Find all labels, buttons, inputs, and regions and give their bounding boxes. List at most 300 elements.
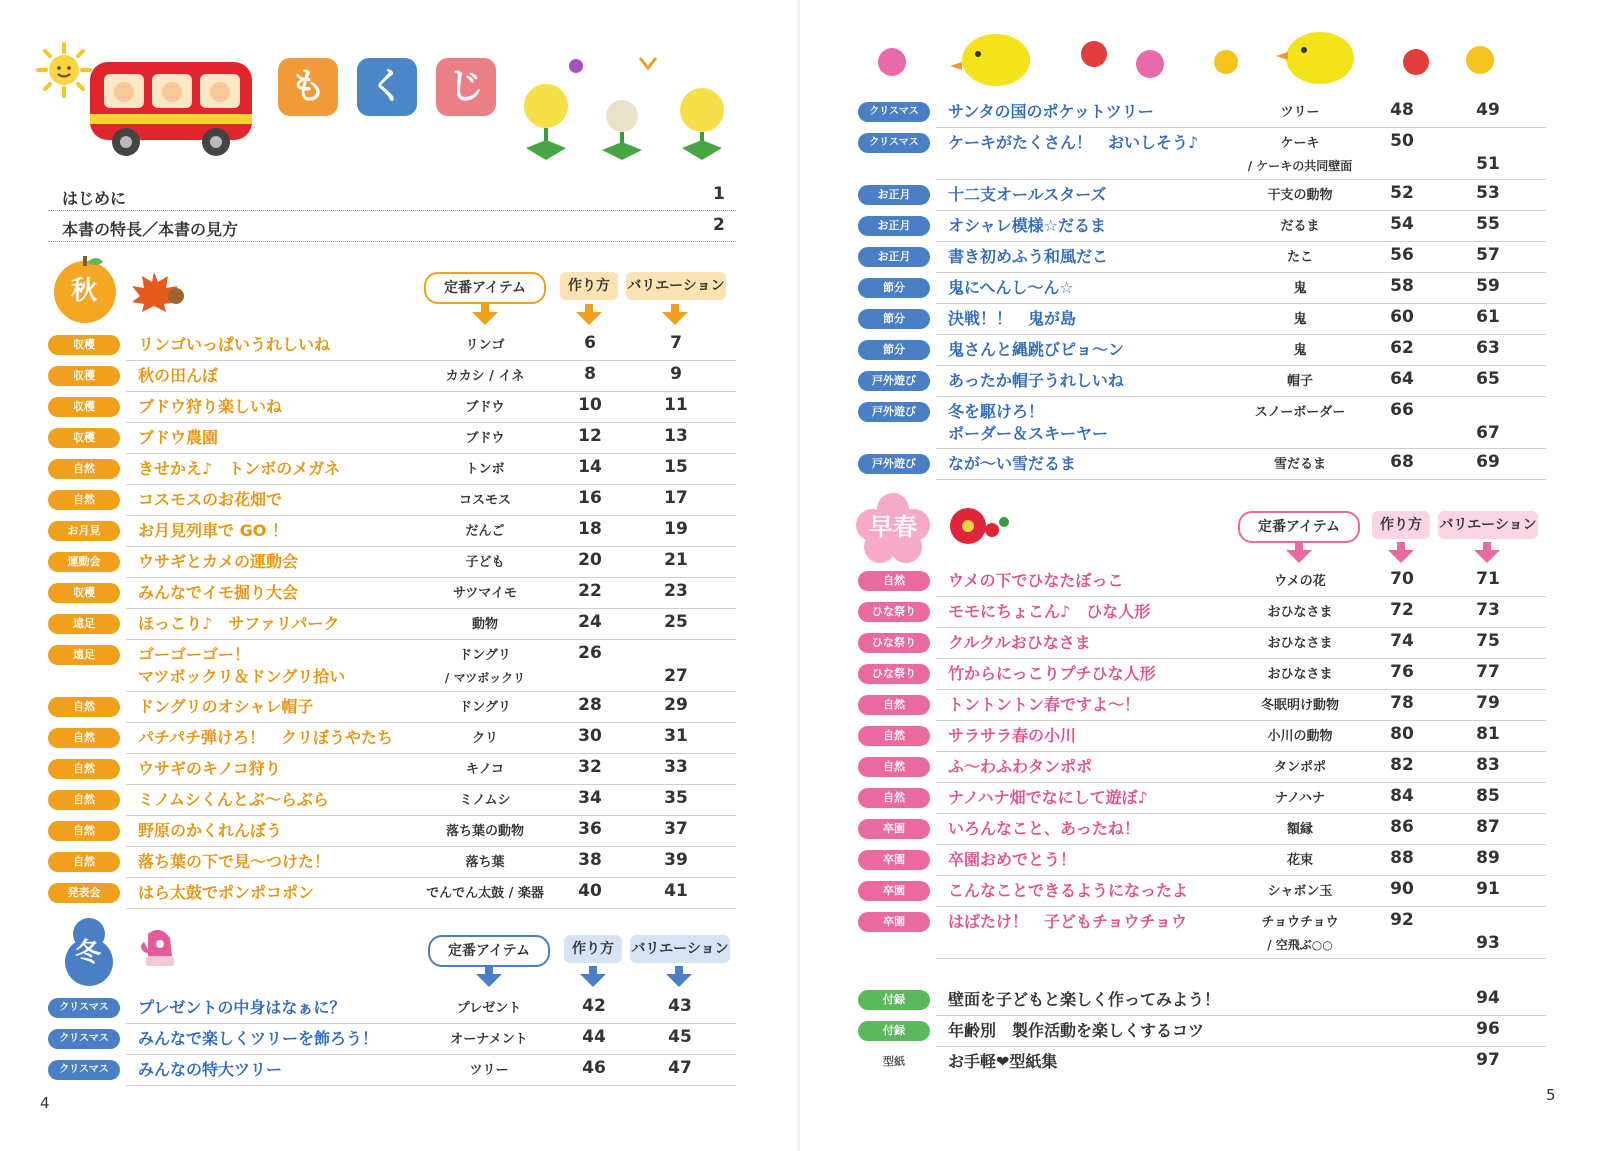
- variation-page: 23: [664, 581, 688, 601]
- how-to-page: 10: [578, 395, 602, 415]
- variation-page: 63: [1476, 338, 1500, 358]
- toc-entry-title: ミノムシくんとぶ～らぶら: [138, 790, 329, 809]
- how-to-page: 66: [1390, 400, 1414, 420]
- col-header-item: 定番アイテム: [1238, 511, 1360, 543]
- toc-row[interactable]: [858, 597, 1546, 628]
- bus-icon: [86, 58, 256, 166]
- how-to-page: 26: [578, 643, 602, 663]
- category-badge: 収穫: [48, 428, 120, 448]
- standard-item: キノコ: [465, 762, 505, 777]
- category-badge: お正月: [858, 216, 930, 236]
- variation-page: 59: [1476, 276, 1500, 296]
- toc-entry-title: 鬼にへんし～ん☆: [948, 278, 1074, 297]
- toc-row[interactable]: [48, 423, 736, 454]
- toc-entry-title-line2: ボーダー＆スキーヤー: [948, 424, 1109, 443]
- standard-item: チョウチョウ: [1261, 915, 1339, 930]
- how-to-page: 30: [578, 726, 602, 746]
- row-divider: [126, 1085, 736, 1086]
- title-char-mo: も: [278, 58, 338, 116]
- arrow-down-icon: [470, 304, 500, 326]
- standard-item: 鬼: [1293, 312, 1307, 327]
- title-char-ku: く: [357, 58, 417, 116]
- toc-row[interactable]: [48, 485, 736, 516]
- toc-page: 94: [1476, 988, 1500, 1008]
- standard-item: シャボン玉: [1267, 884, 1333, 899]
- toc-row[interactable]: [48, 754, 736, 785]
- variation-page: 39: [664, 850, 688, 870]
- toc-entry-title: はら太鼓でポンポコポン: [138, 883, 315, 902]
- toc-entry-title: 野原のかくれんぼう: [138, 821, 283, 840]
- toc-row[interactable]: [858, 783, 1546, 814]
- variation-page: 49: [1476, 100, 1500, 120]
- how-to-page: 42: [582, 996, 606, 1016]
- toc-row[interactable]: [48, 723, 736, 754]
- toc-entry-title: 落ち葉の下で見～つけた！: [138, 852, 331, 871]
- col-header-how: 作り方: [564, 935, 622, 963]
- toc-entry-title: お手軽❤型紙集: [948, 1052, 1058, 1071]
- variation-page: 81: [1476, 724, 1500, 744]
- standard-item: カカシ / イネ: [445, 369, 525, 384]
- toc-entry-title: サンタの国のポケットツリー: [948, 102, 1154, 121]
- toc-entry-title: ドングリのオシャレ帽子: [138, 697, 314, 716]
- arrow-down-icon: [1472, 542, 1502, 564]
- toc-title: はじめに: [62, 189, 127, 208]
- toc-entry-title: モモにちょこん♪ ひな人形: [948, 602, 1151, 621]
- variation-page: 7: [670, 333, 682, 353]
- category-badge: 遠足: [48, 645, 120, 665]
- toc-page: 97: [1476, 1050, 1500, 1070]
- category-badge: 節分: [858, 340, 930, 360]
- arrow-down-icon: [578, 966, 608, 988]
- variation-page: 71: [1476, 569, 1500, 589]
- how-to-page: 44: [582, 1027, 606, 1047]
- category-badge: 自然: [858, 757, 930, 777]
- variation-page: 79: [1476, 693, 1500, 713]
- toc-entry-title: 鬼さんと縄跳びピョ～ン: [948, 340, 1125, 359]
- standard-item: 落ち葉: [465, 855, 505, 870]
- col-header-item: 定番アイテム: [424, 272, 546, 304]
- toc-entry-title: 書き初めふう和風だこ: [948, 247, 1109, 266]
- category-badge: ひな祭り: [858, 633, 930, 653]
- how-to-page: 24: [578, 612, 602, 632]
- how-to-page: 8: [584, 364, 596, 384]
- season-label-spring: 早春: [869, 513, 917, 541]
- how-to-page: 90: [1390, 879, 1414, 899]
- toc-row[interactable]: [858, 628, 1546, 659]
- toc-row[interactable]: [858, 211, 1546, 242]
- category-badge: 戸外遊び: [858, 402, 930, 422]
- standard-item: ナノハナ: [1274, 791, 1326, 806]
- toc-entry-title: リンゴいっぱいうれしいね: [138, 335, 331, 354]
- toc-row-appendix[interactable]: [858, 1047, 1546, 1078]
- variation-page: 9: [670, 364, 682, 384]
- toc-entry-title: なが～い雪だるま: [948, 454, 1077, 473]
- variation-page: 55: [1476, 214, 1500, 234]
- category-badge: お正月: [858, 247, 930, 267]
- standard-item: トンボ: [465, 462, 505, 477]
- standard-item: サツマイモ: [453, 586, 517, 601]
- category-badge: 自然: [858, 571, 930, 591]
- toc-entry-title: はばたけ！ 子どもチョウチョウ: [948, 912, 1188, 931]
- variation-page: 13: [664, 426, 688, 446]
- toc-row[interactable]: [48, 516, 736, 547]
- toc-entry-title: ブドウ狩り楽しいね: [138, 397, 283, 416]
- variation-page: 31: [664, 726, 688, 746]
- toc-row[interactable]: [858, 690, 1546, 721]
- toc-entry-title: お月見列車で GO ！: [138, 521, 288, 540]
- category-badge: 卒園: [858, 881, 930, 901]
- arrow-down-icon: [1386, 542, 1416, 564]
- toc-row-appendix[interactable]: [858, 985, 1546, 1016]
- standard-item: 落ち葉の動物: [445, 824, 524, 839]
- variation-page: 61: [1476, 307, 1500, 327]
- category-badge: 自然: [48, 697, 120, 717]
- category-badge: クリスマス: [858, 133, 930, 153]
- category-badge: ひな祭り: [858, 664, 930, 684]
- toc-entry-title-line2: マツボックリ＆ドングリ拾い: [138, 667, 346, 686]
- how-to-page: 84: [1390, 786, 1414, 806]
- toc-row[interactable]: [48, 547, 736, 578]
- category-badge: 自然: [48, 728, 120, 748]
- how-to-page: 76: [1390, 662, 1414, 682]
- variation-page: 41: [664, 881, 688, 901]
- category-badge: 自然: [858, 726, 930, 746]
- toc-row[interactable]: [48, 578, 736, 609]
- category-badge: 付録: [858, 990, 930, 1010]
- category-badge: 自然: [48, 790, 120, 810]
- category-badge: 収穫: [48, 397, 120, 417]
- col-header-how: 作り方: [560, 272, 618, 300]
- toc-row-appendix[interactable]: [858, 1016, 1546, 1047]
- toc-entry-title: ウサギのキノコ狩り: [138, 759, 281, 778]
- standard-item: 雪だるま: [1273, 457, 1326, 472]
- category-badge: 戸外遊び: [858, 454, 930, 474]
- toc-entry-title: ウメの下でひなたぼっこ: [948, 571, 1124, 590]
- toc-entry-title: ケーキがたくさん！ おいしそう♪: [948, 133, 1199, 152]
- toc-row[interactable]: [858, 814, 1546, 845]
- toc-entry-title: 年齢別 製作活動を楽しくするコツ: [948, 1021, 1205, 1040]
- category-badge: 収穫: [48, 583, 120, 603]
- how-to-page: 18: [578, 519, 602, 539]
- toc-row[interactable]: [48, 847, 736, 878]
- toc-title: 本書の特長／本書の見方: [62, 220, 239, 239]
- standard-item: 鬼: [1293, 281, 1307, 296]
- how-to-page: 60: [1390, 307, 1414, 327]
- toc-entry-title: サラサラ春の小川: [948, 726, 1077, 745]
- how-to-page: 80: [1390, 724, 1414, 744]
- how-to-page: 68: [1390, 452, 1414, 472]
- standard-item: ツリー: [469, 1063, 509, 1078]
- category-badge: 自然: [48, 459, 120, 479]
- how-to-page: 86: [1390, 817, 1414, 837]
- toc-row[interactable]: [48, 330, 736, 361]
- toc-entry-title: 卒園おめでとう！: [948, 850, 1077, 869]
- category-badge: 付録: [858, 1021, 930, 1041]
- toc-entry-title: 竹からにっこりプチひな人形: [948, 664, 1156, 683]
- toc-row[interactable]: [48, 816, 736, 847]
- how-to-page: 40: [578, 881, 602, 901]
- how-to-page: 34: [578, 788, 602, 808]
- standard-item: ブドウ: [465, 400, 505, 415]
- toc-entry-title: 秋の田んぼ: [138, 366, 219, 385]
- toc-entry-title: 十二支オールスターズ: [948, 185, 1107, 204]
- how-to-page: 6: [584, 333, 596, 353]
- variation-page: 51: [1476, 154, 1500, 174]
- how-to-page: 50: [1390, 131, 1414, 151]
- toc-entry-title: みんなでイモ掘り大会: [138, 583, 299, 602]
- toc-entry-title: オシャレ模様☆だるま: [948, 216, 1107, 235]
- variation-page: 53: [1476, 183, 1500, 203]
- toc-row[interactable]: [858, 659, 1546, 690]
- toc-entry-title: こんなことできるようになったよ: [948, 881, 1189, 900]
- variation-page: 17: [664, 488, 688, 508]
- variation-page: 65: [1476, 369, 1500, 389]
- variation-page: 93: [1476, 933, 1500, 953]
- arrow-down-icon: [574, 304, 604, 326]
- toc-entry-title: クルクルおひなさま: [948, 633, 1091, 652]
- toc-row[interactable]: [858, 449, 1546, 480]
- toc-entry-title: 決戦！！ 鬼が島: [948, 309, 1077, 328]
- category-badge: ひな祭り: [858, 602, 930, 622]
- standard-item: 花束: [1286, 853, 1313, 868]
- category-badge: 自然: [48, 490, 120, 510]
- variation-page: 73: [1476, 600, 1500, 620]
- toc-entry-title: ゴーゴーゴー！: [138, 645, 251, 664]
- variation-page: 19: [664, 519, 688, 539]
- category-badge: 卒園: [858, 912, 930, 932]
- standard-item: だるま: [1280, 219, 1320, 234]
- standard-item: コスモス: [458, 493, 511, 508]
- toc-row[interactable]: [48, 878, 736, 909]
- standard-item: 干支の動物: [1267, 188, 1333, 203]
- variation-page: 27: [664, 666, 688, 686]
- how-to-page: 62: [1390, 338, 1414, 358]
- category-badge: 自然: [48, 852, 120, 872]
- row-divider: [126, 908, 736, 909]
- standard-item: おひなさま: [1267, 605, 1333, 620]
- toc-row[interactable]: [48, 609, 736, 640]
- variation-page: 91: [1476, 879, 1500, 899]
- standard-item: プレゼント: [456, 1001, 522, 1016]
- season-label-autumn: 秋: [70, 276, 97, 306]
- toc-entry-title: きせかえ♪ トンボのメガネ: [138, 459, 341, 478]
- standard-item: たこ: [1286, 250, 1313, 265]
- how-to-page: 46: [582, 1058, 606, 1078]
- standard-item-line2: / 空飛ぶ○○: [1267, 938, 1333, 952]
- how-to-page: 74: [1390, 631, 1414, 651]
- category-badge: 卒園: [858, 819, 930, 839]
- toc-row-intro[interactable]: [48, 180, 736, 211]
- toc-row[interactable]: [858, 366, 1546, 397]
- toc-row-features[interactable]: [48, 211, 736, 242]
- arrow-down-icon: [660, 304, 690, 326]
- category-badge: 発表会: [48, 883, 120, 903]
- toc-row[interactable]: [858, 128, 1546, 180]
- maple-leaf-icon: [130, 268, 186, 314]
- category-badge: お正月: [858, 185, 930, 205]
- toc-entry-title: ほっこり♪ サファリパーク: [138, 614, 340, 633]
- col-header-item: 定番アイテム: [428, 935, 550, 967]
- toc-row[interactable]: [858, 97, 1546, 128]
- toc-row[interactable]: [48, 785, 736, 816]
- how-to-page: 32: [578, 757, 602, 777]
- right-page: [800, 0, 1600, 1151]
- arrow-down-icon: [1284, 542, 1314, 564]
- toc-entry-title: ふ～わふわタンポポ: [948, 757, 1093, 776]
- how-to-page: 14: [578, 457, 602, 477]
- category-badge: 収穫: [48, 335, 120, 355]
- category-badge: クリスマス: [48, 1060, 120, 1080]
- title-char-ji: じ: [436, 58, 496, 116]
- mitten-icon: [138, 926, 182, 976]
- toc-entry-title: コスモスのお花畑で: [138, 490, 283, 509]
- category-badge: クリスマス: [858, 102, 930, 122]
- toc-entry-title: みんなで楽しくツリーを飾ろう！: [138, 1029, 379, 1048]
- toc-entry-title: 壁面を子どもと楽しく作ってみよう！: [948, 990, 1221, 1009]
- category-badge: 型紙: [883, 1055, 905, 1068]
- toc-entry-title: みんなの特大ツリー: [138, 1060, 283, 1079]
- variation-page: 83: [1476, 755, 1500, 775]
- how-to-page: 70: [1390, 569, 1414, 589]
- toc-page: 1: [713, 184, 725, 204]
- how-to-page: 92: [1390, 910, 1414, 930]
- standard-item: 子ども: [465, 555, 505, 570]
- how-to-page: 12: [578, 426, 602, 446]
- category-badge: 節分: [858, 309, 930, 329]
- variation-page: 33: [664, 757, 688, 777]
- standard-item: ドングリ: [459, 700, 511, 715]
- standard-item: 額縁: [1286, 822, 1313, 837]
- dandelion-flowers-icon: [512, 48, 732, 164]
- standard-item: リンゴ: [465, 338, 505, 353]
- toc-entry-title: 冬を駆けろ！: [948, 402, 1045, 421]
- how-to-page: 78: [1390, 693, 1414, 713]
- toc-row[interactable]: [48, 692, 736, 723]
- category-badge: 卒園: [858, 850, 930, 870]
- standard-item: タンポポ: [1273, 760, 1326, 775]
- standard-item-line2: / ケーキの共同壁面: [1247, 159, 1353, 173]
- how-to-page: 58: [1390, 276, 1414, 296]
- variation-page: 45: [668, 1027, 692, 1047]
- toc-row[interactable]: [48, 1024, 736, 1055]
- col-header-how: 作り方: [1372, 511, 1430, 539]
- standard-item: ブドウ: [465, 431, 505, 446]
- category-badge: 運動会: [48, 552, 120, 572]
- toc-entry-title: あったか帽子うれしいね: [948, 371, 1124, 390]
- how-to-page: 64: [1390, 369, 1414, 389]
- toc-row[interactable]: [48, 392, 736, 423]
- toc-row[interactable]: [858, 180, 1546, 211]
- variation-page: 89: [1476, 848, 1500, 868]
- page-number-right: 5: [1546, 1086, 1556, 1104]
- arrow-down-icon: [474, 966, 504, 988]
- flowers-birds-decoration: [866, 22, 1546, 92]
- standard-item: ケーキ: [1280, 136, 1320, 151]
- how-to-page: 52: [1390, 183, 1414, 203]
- how-to-page: 88: [1390, 848, 1414, 868]
- toc-entry-title: ウサギとカメの運動会: [138, 552, 299, 571]
- category-badge: 自然: [858, 788, 930, 808]
- toc-row[interactable]: [858, 273, 1546, 304]
- category-badge: 遠足: [48, 614, 120, 634]
- standard-item: 動物: [471, 617, 498, 632]
- toc-page: 96: [1476, 1019, 1500, 1039]
- toc-entry-title: トントントン春ですよ～！: [948, 695, 1141, 714]
- row-divider: [936, 479, 1546, 480]
- standard-item: オーナメント: [450, 1032, 528, 1047]
- plum-blossom-icon: [942, 502, 1012, 548]
- sun-icon: [36, 42, 92, 98]
- variation-page: 87: [1476, 817, 1500, 837]
- standard-item: クリ: [471, 731, 498, 746]
- toc-page: 2: [713, 215, 725, 235]
- toc-row[interactable]: [858, 752, 1546, 783]
- how-to-page: 36: [578, 819, 602, 839]
- col-header-variation: バリエーション: [626, 272, 726, 300]
- toc-row[interactable]: [858, 845, 1546, 876]
- row-divider: [936, 958, 1546, 959]
- toc-row[interactable]: [858, 566, 1546, 597]
- standard-item: だんご: [465, 524, 505, 539]
- how-to-page: 38: [578, 850, 602, 870]
- page-number-left: 4: [40, 1094, 50, 1112]
- toc-row[interactable]: [858, 242, 1546, 273]
- season-label-winter: 冬: [74, 938, 101, 968]
- category-badge: クリスマス: [48, 1029, 120, 1049]
- toc-row[interactable]: [858, 304, 1546, 335]
- variation-page: 47: [668, 1058, 692, 1078]
- category-badge: お月見: [48, 521, 120, 541]
- category-badge: 自然: [858, 695, 930, 715]
- arrow-down-icon: [664, 966, 694, 988]
- standard-item: 冬眠明け動物: [1260, 698, 1339, 713]
- toc-row[interactable]: [858, 721, 1546, 752]
- variation-page: 69: [1476, 452, 1500, 472]
- variation-page: 57: [1476, 245, 1500, 265]
- toc-row[interactable]: [48, 1055, 736, 1086]
- variation-page: 75: [1476, 631, 1500, 651]
- toc-row[interactable]: [48, 361, 736, 392]
- toc-row[interactable]: [858, 876, 1546, 907]
- standard-item: 帽子: [1286, 374, 1313, 389]
- toc-row[interactable]: [858, 907, 1546, 959]
- standard-item: ウメの花: [1274, 574, 1326, 589]
- toc-row[interactable]: [858, 335, 1546, 366]
- how-to-page: 20: [578, 550, 602, 570]
- toc-row[interactable]: [48, 640, 736, 692]
- standard-item: 鬼: [1293, 343, 1307, 358]
- col-header-variation: バリエーション: [630, 935, 730, 963]
- variation-page: 29: [664, 695, 688, 715]
- how-to-page: 56: [1390, 245, 1414, 265]
- standard-item: 小川の動物: [1267, 729, 1333, 744]
- standard-item: でんでん太鼓 / 楽器: [426, 886, 544, 901]
- variation-page: 85: [1476, 786, 1500, 806]
- variation-page: 77: [1476, 662, 1500, 682]
- toc-row[interactable]: [858, 397, 1546, 449]
- toc-row[interactable]: [48, 454, 736, 485]
- category-badge: 戸外遊び: [858, 371, 930, 391]
- standard-item: おひなさま: [1267, 667, 1333, 682]
- col-header-variation: バリエーション: [1438, 511, 1538, 539]
- toc-entry-title: ブドウ農園: [138, 428, 219, 447]
- standard-item: ツリー: [1280, 105, 1320, 120]
- variation-page: 43: [668, 996, 692, 1016]
- toc-row[interactable]: [48, 993, 736, 1024]
- toc-entry-title: いろんなこと、あったね！: [948, 819, 1140, 838]
- how-to-page: 28: [578, 695, 602, 715]
- variation-page: 21: [664, 550, 688, 570]
